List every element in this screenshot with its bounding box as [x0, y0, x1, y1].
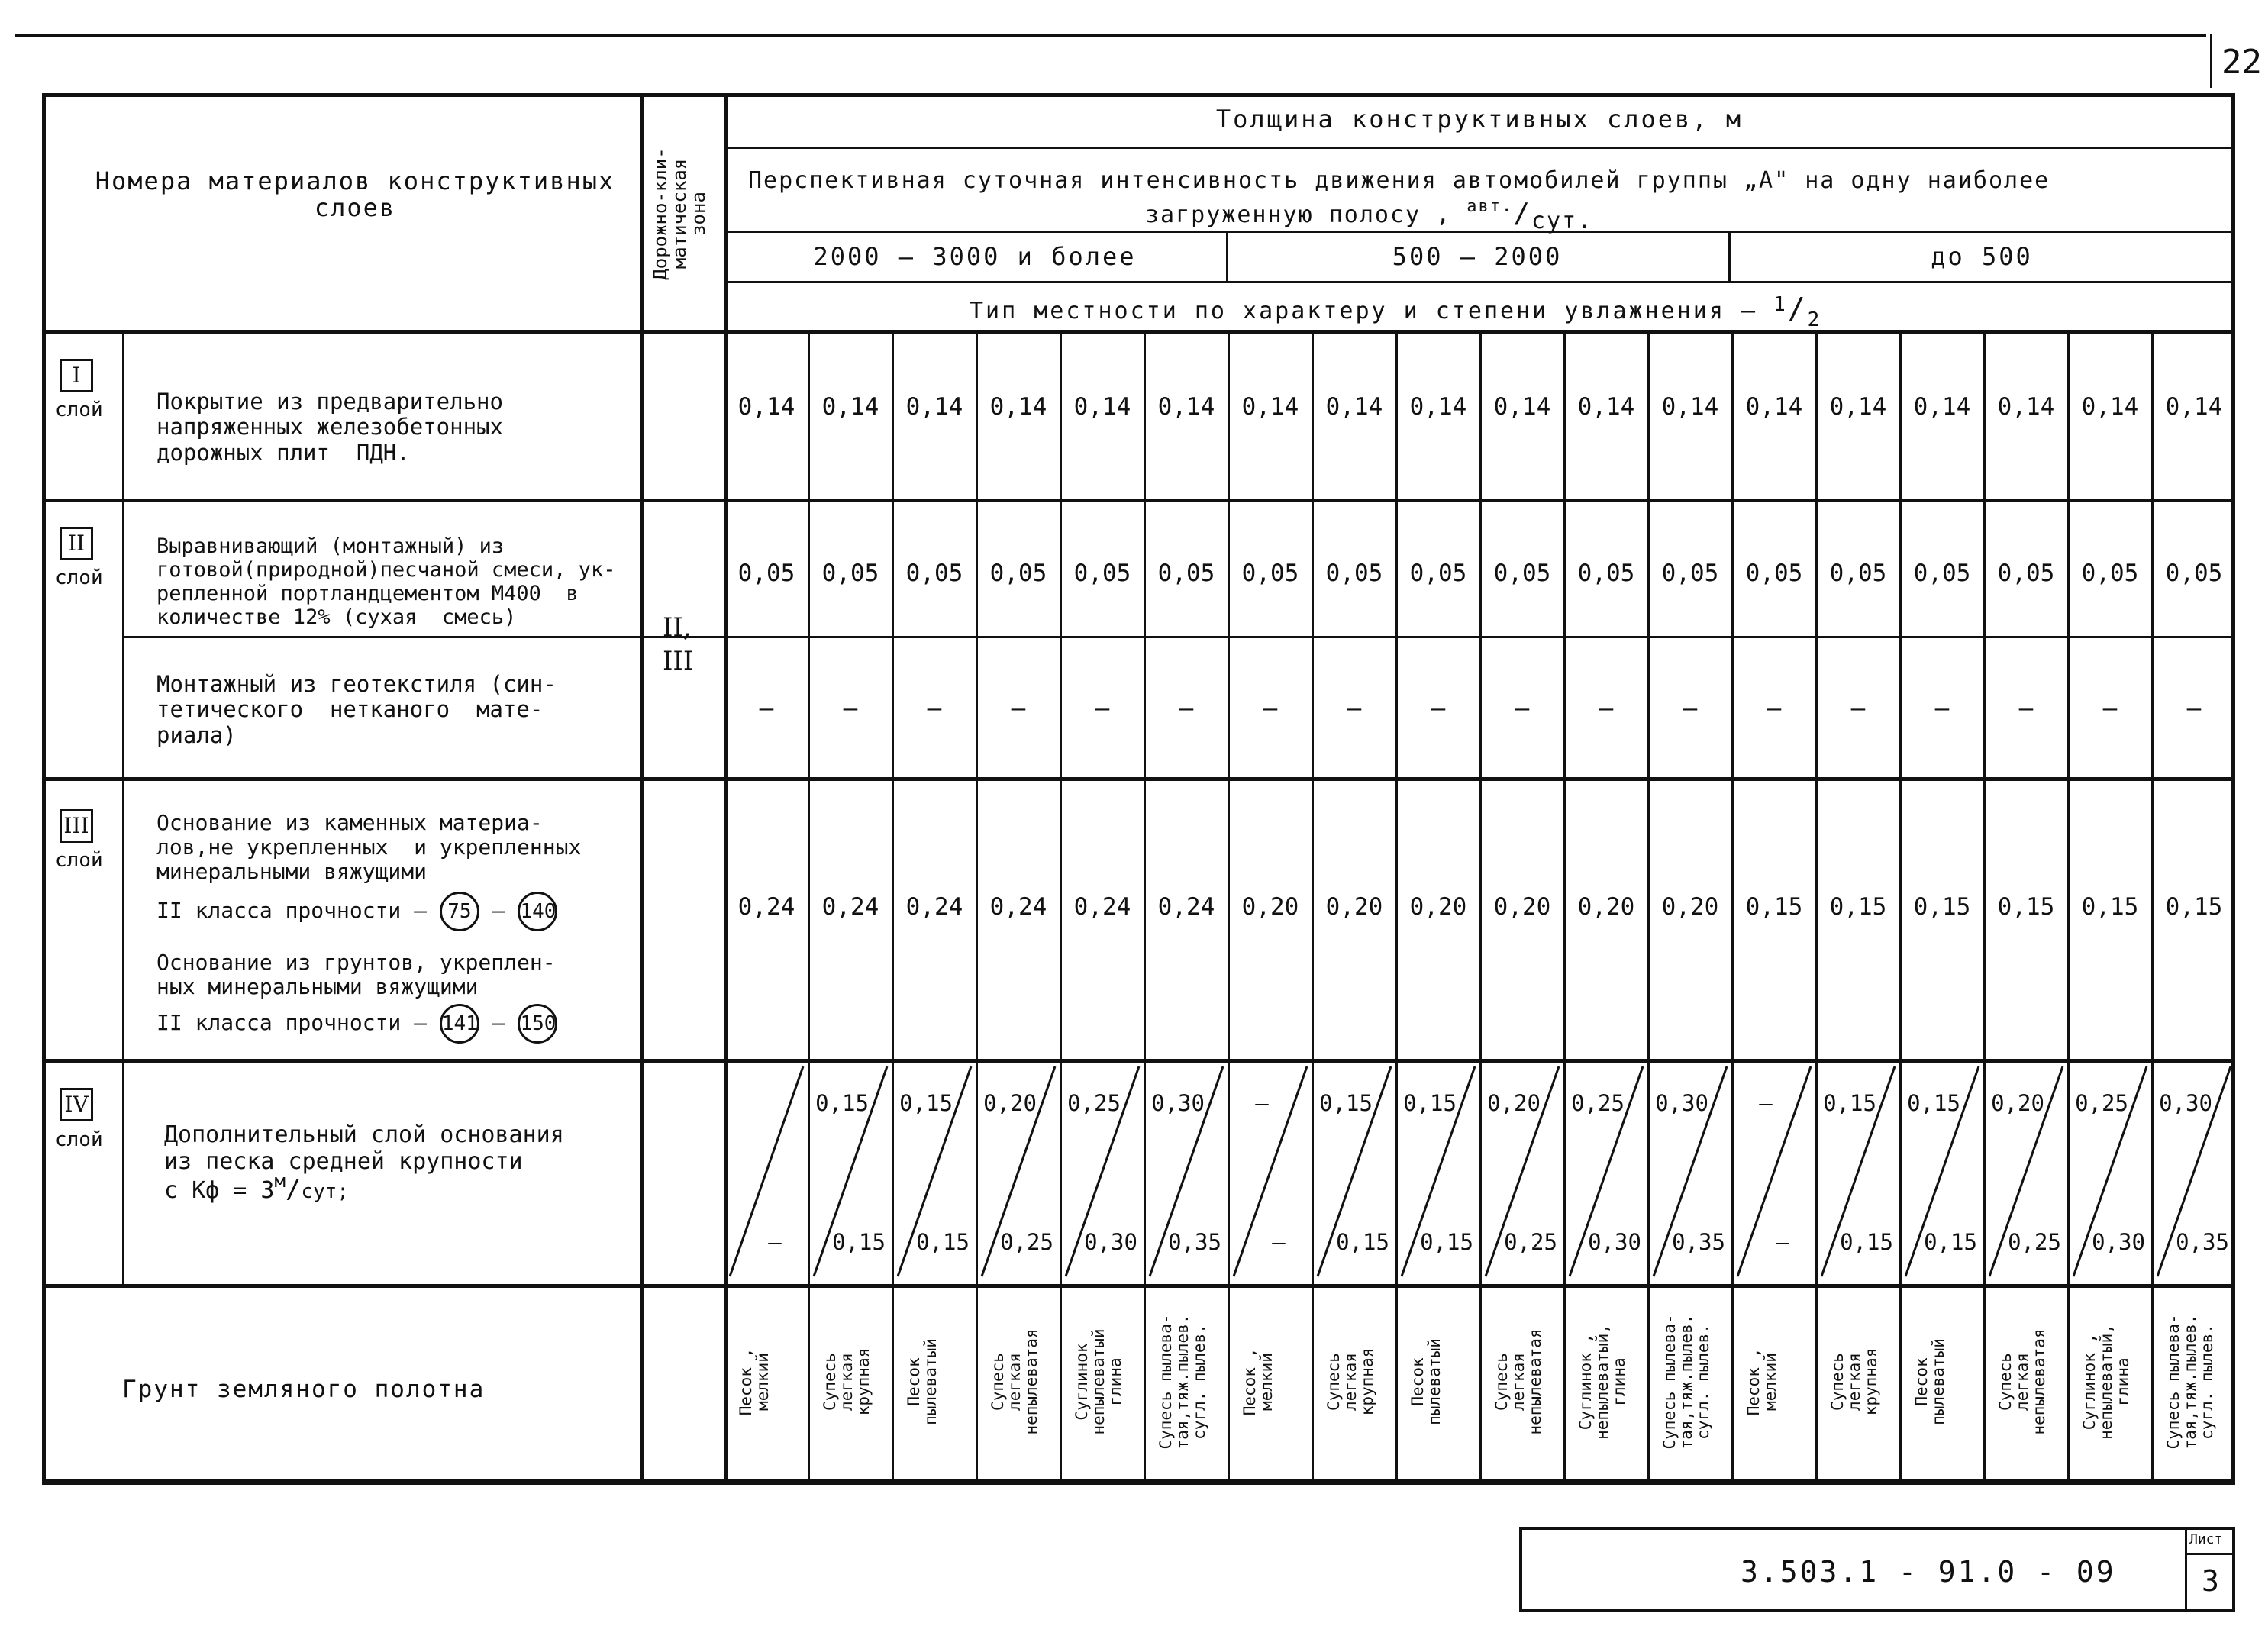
layer-1-number: I	[60, 359, 93, 392]
layer-4-lower-value: —	[1272, 1229, 1286, 1255]
intensity-title-line1: Перспективная суточная интенсивность движения автомобилей группы „А" на одну наиболее	[748, 167, 2050, 194]
material-150-circle: 150	[518, 1004, 557, 1044]
thickness-value: 0,20	[1661, 893, 1719, 921]
layer-4-lower-value: 0,35	[2176, 1229, 2229, 1255]
layer-4-lower-value: 0,15	[1924, 1229, 1977, 1255]
thickness-value: —	[1179, 695, 1194, 722]
thickness-value: —	[759, 695, 774, 722]
thickness-value: 0,05	[1661, 560, 1719, 587]
thickness-value: 0,14	[1577, 393, 1635, 421]
stamp-sheet-label: Лист	[2189, 1531, 2223, 1547]
thickness-value: 0,05	[905, 560, 963, 587]
layer-4-upper-value: 0,30	[1151, 1090, 1205, 1116]
hdr-line-1	[724, 147, 2235, 149]
thickness-value: —	[2102, 695, 2118, 722]
layer-1-description: Покрытие из предварительно напряженных железобетонных дорожных плит ПДН.	[156, 389, 503, 466]
layer-3-class-a: II класса прочности — 75 — 140	[156, 892, 557, 931]
thickness-value: 0,05	[1913, 560, 1971, 587]
thickness-value: 0,20	[1577, 893, 1635, 921]
layer-4-lower-value: 0,35	[1168, 1229, 1221, 1255]
range-1: 2000 — 3000 и более	[813, 242, 1137, 271]
thickness-value: 0,05	[1325, 560, 1383, 587]
thickness-value: 0,14	[1073, 393, 1131, 421]
thickness-value: 0,14	[2165, 393, 2223, 421]
col-layer-label-divider	[122, 330, 124, 1284]
soil-type-label: Супесь пылева- тая,тяж.пылев. сугл. пылев.	[1660, 1314, 1713, 1450]
layer-4-lower-value: 0,30	[1084, 1229, 1137, 1255]
soil-type-label: Супесь легкая крупная	[1324, 1347, 1377, 1416]
thickness-value: 0,15	[2165, 893, 2223, 921]
zone-title: Дорожно-кли- матическая зона	[650, 147, 710, 280]
thickness-value: 0,14	[1157, 393, 1215, 421]
soil-type-label: Супесь легкая непылеватая	[1492, 1328, 1545, 1435]
thickness-title: Толщина конструктивных слоев, м	[1215, 105, 1744, 134]
row-line-5	[42, 1284, 2235, 1288]
layer-4-upper-value: 0,30	[2159, 1090, 2212, 1116]
layer-4-lower-value: 0,15	[1336, 1229, 1389, 1255]
layer-4-lower-value: 0,15	[916, 1229, 970, 1255]
layer-4-lower-value: 0,15	[1840, 1229, 1893, 1255]
layer-4-upper-value: 0,15	[815, 1090, 869, 1116]
layer-3-description-b: Основание из грунтов, укреплен- ных минеральными вяжущими	[156, 950, 556, 1000]
stamp-sheet-divider	[2185, 1553, 2235, 1555]
layer-4-lower-value: 0,30	[1588, 1229, 1641, 1255]
thickness-value: 0,14	[1913, 393, 1971, 421]
layer-4-number: IV	[60, 1088, 93, 1121]
layer-4-label: слой	[55, 1128, 103, 1151]
thickness-value: 0,14	[1493, 393, 1551, 421]
soil-type-label: Песок пылеватый	[1912, 1338, 1948, 1425]
soil-type-label: Супесь легкая непылеватая	[989, 1328, 1041, 1435]
thickness-value: 0,20	[1409, 893, 1467, 921]
row-line-3	[42, 777, 2235, 781]
geotextile-description: Монтажный из геотекстиля (син- тетического нетканого мате- риала)	[156, 671, 557, 748]
stamp-sheet-value: 3	[2202, 1564, 2219, 1598]
material-140-circle: 140	[518, 892, 557, 931]
thickness-value: —	[1347, 695, 1362, 722]
thickness-value: —	[1683, 695, 1698, 722]
thickness-value: 0,15	[1745, 893, 1803, 921]
layer-4-upper-value: 0,20	[983, 1090, 1037, 1116]
layer-4-upper-value: 0,15	[899, 1090, 953, 1116]
soil-type-label: Суглинок , непылеватый, глина	[1576, 1324, 1629, 1440]
soil-type-label: Песок , мелкий	[737, 1347, 773, 1416]
stamp-code: 3.503.1 - 91.0 - 09	[1741, 1555, 2116, 1589]
layer-4-upper-value: 0,30	[1655, 1090, 1708, 1116]
layer-4-upper-value: 0,25	[1067, 1090, 1121, 1116]
thickness-value: —	[1011, 695, 1026, 722]
thickness-value: 0,05	[1157, 560, 1215, 587]
sheet-number-box-left	[2210, 34, 2212, 88]
thickness-value: —	[2186, 695, 2202, 722]
thickness-value: —	[1095, 695, 1110, 722]
layer-4-lower-value: 0,25	[1504, 1229, 1557, 1255]
thickness-value: 0,15	[1913, 893, 1971, 921]
soil-type-label: Супесь легкая крупная	[821, 1347, 873, 1416]
thickness-value: —	[843, 695, 858, 722]
material-75-circle: 75	[440, 892, 479, 931]
thickness-value: —	[927, 695, 942, 722]
thickness-value: 0,05	[737, 560, 795, 587]
terrain-title: Тип местности по характеру и степени увлажнения – 1/2	[970, 292, 1822, 331]
thickness-value: 0,15	[1997, 893, 2055, 921]
layer-2-label: слой	[55, 566, 103, 589]
thickness-value: 0,05	[2165, 560, 2223, 587]
soil-type-label: Песок , мелкий	[1744, 1347, 1780, 1416]
thickness-value: 0,20	[1325, 893, 1383, 921]
thickness-value: 0,05	[1577, 560, 1635, 587]
layer-3-description-a: Основание из каменных материа- лов,не укрепленных и укрепленных минеральными вяжущими	[156, 810, 582, 885]
soil-type-label: Супесь пылева- тая,тяж.пылев. сугл. пылев.	[1157, 1314, 1209, 1450]
thickness-value: 0,14	[1745, 393, 1803, 421]
layer-4-upper-value: 0,15	[1319, 1090, 1373, 1116]
thickness-value: —	[1515, 695, 1530, 722]
col-zone-left	[640, 93, 644, 1483]
thickness-value: 0,14	[1829, 393, 1887, 421]
thickness-value: 0,24	[737, 893, 795, 921]
layer-4-upper-value: 0,20	[1487, 1090, 1541, 1116]
layer-4-upper-value: 0,15	[1907, 1090, 1960, 1116]
range-3: до 500	[1931, 242, 2033, 271]
thickness-value: 0,05	[2081, 560, 2139, 587]
thickness-value: 0,14	[905, 393, 963, 421]
range-2: 500 — 2000	[1392, 242, 1563, 271]
thickness-value: 0,24	[821, 893, 879, 921]
layer-2-description: Выравнивающий (монтажный) из готовой(природной)песчаной смеси, ук- репленной портландцементом М400 в количестве 12% (сухая смесь)	[156, 534, 616, 630]
thickness-value: 0,05	[1745, 560, 1803, 587]
soil-type-label: Супесь легкая крупная	[1828, 1347, 1881, 1416]
thickness-value: —	[1599, 695, 1614, 722]
thickness-value: 0,24	[905, 893, 963, 921]
thickness-value: 0,05	[1997, 560, 2055, 587]
layer-4-lower-value: 0,25	[2008, 1229, 2061, 1255]
layer-4-lower-value: —	[1776, 1229, 1789, 1255]
zone-value: II, III	[663, 612, 694, 677]
layer-4-lower-value: 0,15	[832, 1229, 886, 1255]
layer-4-lower-value: 0,15	[1420, 1229, 1473, 1255]
soil-type-label: Суглинок , непылеватый, глина	[2080, 1324, 2133, 1440]
row-line-2	[122, 636, 2235, 638]
layer-3-label: слой	[55, 849, 103, 872]
layer-3-number: III	[60, 809, 93, 843]
thickness-value: —	[1934, 695, 1950, 722]
thickness-value: 0,14	[989, 393, 1047, 421]
soil-type-label: Супесь пылева- тая,тяж.пылев. сугл. пылев.	[2164, 1314, 2217, 1450]
layer-3-class-b: II класса прочности — 141 — 150	[156, 1004, 557, 1044]
thickness-value: —	[2018, 695, 2034, 722]
thickness-value: 0,24	[1073, 893, 1131, 921]
thickness-value: 0,05	[1073, 560, 1131, 587]
layer-4-lower-value: 0,25	[1000, 1229, 1053, 1255]
sheet-number: 22	[2221, 43, 2262, 82]
thickness-value: —	[1263, 695, 1278, 722]
soil-type-label: Песок , мелкий	[1241, 1347, 1276, 1416]
hdr-line-2	[724, 231, 2235, 233]
thickness-value: 0,14	[737, 393, 795, 421]
thickness-value: 0,20	[1493, 893, 1551, 921]
materials-title: Номера материалов конструктивных слоев	[95, 166, 615, 223]
layer-4-upper-value: 0,25	[1571, 1090, 1625, 1116]
thickness-value: —	[1431, 695, 1446, 722]
thickness-value: 0,05	[1409, 560, 1467, 587]
layer-4-upper-value: 0,15	[1823, 1090, 1876, 1116]
layer-4-upper-value: 0,25	[2075, 1090, 2128, 1116]
soil-type-label: Песок пылеватый	[1408, 1338, 1444, 1425]
thickness-value: 0,05	[989, 560, 1047, 587]
soil-type-label: Суглинок непылеватый глина	[1073, 1328, 1125, 1435]
soil-type-label: Песок пылеватый	[905, 1338, 941, 1425]
row-line-6	[42, 1483, 2235, 1485]
thickness-value: 0,05	[1829, 560, 1887, 587]
top-border	[15, 34, 2206, 37]
layer-4-lower-value: —	[768, 1229, 782, 1255]
thickness-value: 0,14	[821, 393, 879, 421]
hdr-line-3	[724, 281, 2235, 283]
layer-4-lower-value: 0,35	[1672, 1229, 1725, 1255]
thickness-value: 0,05	[1241, 560, 1299, 587]
layer-4-description: Дополнительный слой основания из песка средней крупности с Кф = $3^м$/сут;	[164, 1121, 564, 1205]
thickness-value: 0,24	[989, 893, 1047, 921]
thickness-value: —	[1850, 695, 1866, 722]
stamp-divider	[2185, 1527, 2187, 1612]
layer-4-upper-value: —	[1759, 1090, 1773, 1116]
layer-4-lower-value: 0,30	[2092, 1229, 2145, 1255]
thickness-value: 0,14	[1325, 393, 1383, 421]
thickness-value: 0,14	[1997, 393, 2055, 421]
hdr-bottom	[42, 330, 2235, 334]
thickness-value: 0,14	[1409, 393, 1467, 421]
thickness-value: 0,14	[2081, 393, 2139, 421]
soil-type-label: Супесь легкая непылеватая	[1996, 1328, 2049, 1435]
layer-4-upper-value: 0,20	[1991, 1090, 2044, 1116]
row-line-1	[42, 499, 2235, 502]
thickness-value: 0,15	[1829, 893, 1887, 921]
material-141-circle: 141	[440, 1004, 479, 1044]
thickness-value: 0,14	[1661, 393, 1719, 421]
thickness-value: 0,05	[821, 560, 879, 587]
layer-1-label: слой	[55, 398, 103, 421]
thickness-value: —	[1767, 695, 1782, 722]
thickness-value: 0,14	[1241, 393, 1299, 421]
layer-2-number: II	[60, 527, 93, 560]
layer-4-upper-value: —	[1255, 1090, 1269, 1116]
thickness-value: 0,05	[1493, 560, 1551, 587]
layer-4-upper-value: 0,15	[1403, 1090, 1457, 1116]
thickness-value: 0,20	[1241, 893, 1299, 921]
thickness-value: 0,24	[1157, 893, 1215, 921]
intensity-title-line2: загруженную полосу , $^{авт.}$/сут.	[1145, 197, 1593, 234]
soil-row-title: Грунт земляного полотна	[122, 1376, 486, 1403]
thickness-value: 0,15	[2081, 893, 2139, 921]
